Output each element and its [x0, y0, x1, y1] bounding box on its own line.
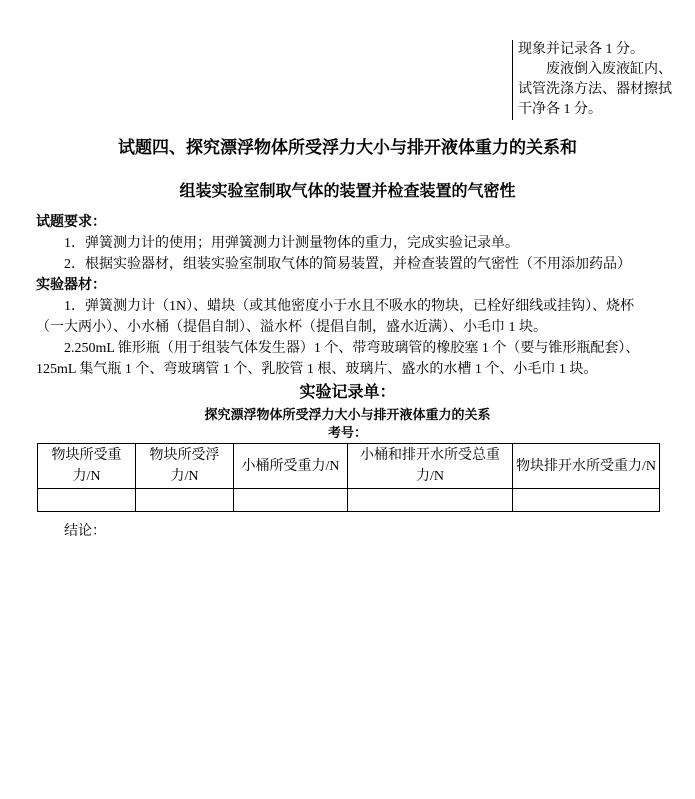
equipment-heading: 实验器材：	[36, 278, 106, 293]
table-cell	[38, 489, 136, 512]
equipment-item: 1．弹簧测力计（1N）、蜡块（或其他密度小于水且不吸水的物块，已栓好细线或挂钩）、烧杯（一大两小）、小水桶（提倡自制）、溢水杯（提倡自制，盛水近满）、小毛巾 1 块。	[36, 299, 635, 335]
requirements-heading: 试题要求：	[36, 215, 106, 230]
record-sheet-subtitle: 探究漂浮物体所受浮力大小与排开液体重力的关系	[204, 407, 491, 422]
record-table	[37, 443, 660, 512]
table-header-cell: 物块所受浮力/N	[136, 444, 234, 489]
conclusion-label: 结论：	[64, 524, 106, 539]
table-header-cell: 小桶和排开水所受总重力/N	[348, 444, 513, 489]
table-cell	[234, 489, 348, 512]
table-header-cell: 物块所受重力/N	[38, 444, 136, 489]
corner-note-line: 试管洗涤方法、器材擦拭	[518, 82, 672, 97]
corner-note	[512, 40, 693, 120]
equipment-item: 2.250mL 锥形瓶（用于组装气体发生器）1 个、带弯玻璃管的橡胶塞 1 个（要与锥形瓶配套）、125mL 集气瓶 1 个、弯玻璃管 1 个、乳胶管 1 根、玻璃片、盛水的水槽 1 个、小毛巾 1 块。	[36, 341, 640, 377]
table-row	[38, 489, 660, 512]
table-header-row	[38, 444, 660, 489]
table-cell	[348, 489, 513, 512]
requirement-item: 1．弹簧测力计的使用；用弹簧测力计测量物体的重力，完成实验记录单。	[64, 236, 519, 251]
table-header-cell: 物块排开水所受重力/N	[513, 444, 660, 489]
document-title-line2: 组装实验室制取气体的装置并检查装置的气密性	[179, 183, 516, 200]
table-cell	[513, 489, 660, 512]
table-header-cell: 小桶所受重力/N	[234, 444, 348, 489]
requirement-item: 2．根据实验器材，组装实验室制取气体的简易装置，并检查装置的气密性（不用添加药品）	[64, 257, 631, 272]
table-cell	[136, 489, 234, 512]
corner-note-line: 现象并记录各 1 分。	[518, 42, 644, 57]
corner-note-line: 废液倒入废液缸内、	[518, 62, 672, 77]
exam-number-label: 考号：	[327, 425, 367, 440]
corner-note-line: 干净各 1 分。	[518, 102, 602, 117]
record-sheet-heading: 实验记录单：	[299, 384, 396, 401]
document-title-line1: 试题四、探究漂浮物体所受浮力大小与排开液体重力的关系和	[118, 138, 577, 157]
